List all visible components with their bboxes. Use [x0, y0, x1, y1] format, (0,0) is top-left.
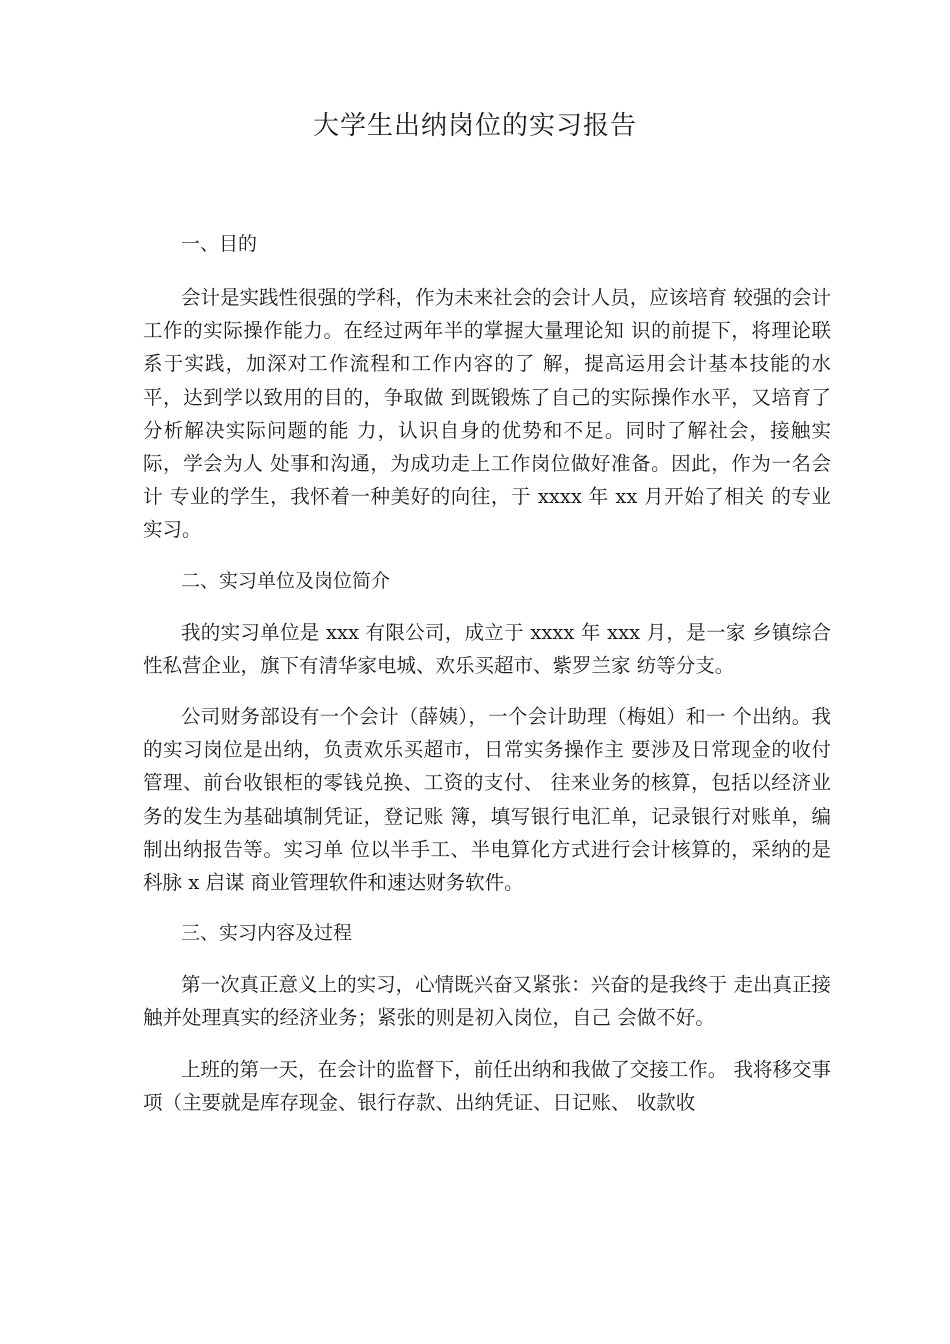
document-body: [143, 228, 831, 1119]
page-title: 大学生出纳岗位的实习报告: [312, 111, 637, 141]
paragraph-first-internship: 第一次真正意义上的实习，心情既兴奋又紧张：兴奋的是我终于 走出真正接触并处理真实的经济业务；紧张的则是初入岗位，自己 会做不好。: [143, 973, 831, 1030]
paragraph-purpose: 会计是实践性很强的学科，作为未来社会的会计人员，应该培育 较强的会计工作的实际操作能力。在经过两年半的掌握大量理论知 识的前提下，将理论联系于实践，加深对工作流程和工作内容的了 解，提高运用会计基本技能的水平，达到学以致用的目的，争取做 到既锻炼了自己的实际操作水平，又培育了分析解决实际问题的能 力，认识自身的优势和不足。同时了解社会，接触实际，学会为人 处事和沟通，为成功走上工作岗位做好准备。因此，作为一名会计 专业的学生，我怀着一种美好的向往，于 xxxx 年 xx 月开始了相关 的专业实习。: [143, 286, 831, 542]
section-heading-purpose: 一、目的: [181, 233, 258, 255]
paragraph-finance-dept: 公司财务部设有一个会计（薛姨），一个会计助理（梅姐）和一 个出纳。我的实习岗位是出纳，负责欢乐买超市，日常实务操作主 要涉及日常现金的收付管理、前台收银柜的零钱兑换、工资的支付、 往来业务的核算，包括以经济业务的发生为基础填制凭证，登记账 簿，填写银行电汇单，记录银行对账单，编制出纳报告等。实习单 位以半手工、半电算化方式进行会计核算的，采纳的是科脉 x 启谋 商业管理软件和速达财务软件。: [143, 705, 831, 895]
section-heading-unit: 二、实习单位及岗位简介: [181, 569, 391, 592]
paragraph-company-intro: 我的实习单位是 xxx 有限公司，成立于 xxxx 年 xxx 月，是一家 乡镇综合性私营企业，旗下有清华家电城、欢乐买超市、紫罗兰家 纺等分支。: [143, 620, 831, 677]
paragraph-first-day: 上班的第一天，在会计的监督下，前任出纳和我做了交接工作。 我将移交事项（主要就是库存现金、银行存款、出纳凭证、日记账、 收款收: [143, 1057, 831, 1114]
section-heading-content: 三、实习内容及过程: [181, 922, 353, 945]
